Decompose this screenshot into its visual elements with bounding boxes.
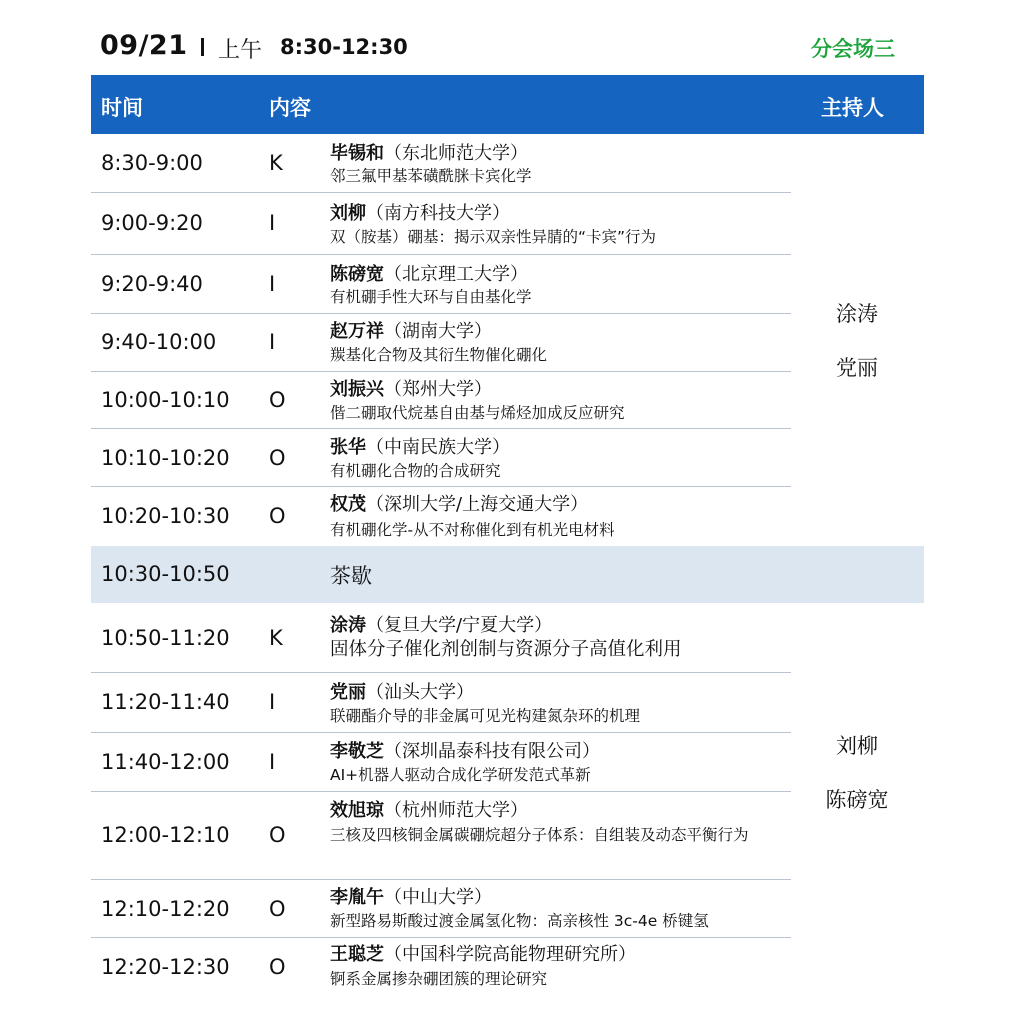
table-row [91,880,791,938]
type-cell: I [269,330,276,354]
type-cell: O [269,388,286,412]
speaker-affiliation: （中山大学） [384,887,492,908]
talk-topic: 固体分子催化剂创制与资源分子高值化利用 [330,639,682,660]
type-cell: I [269,690,276,714]
time-cell: 11:20-11:40 [101,690,230,714]
table-row [91,603,791,673]
type-cell: I [269,272,276,296]
speaker-line [330,611,552,637]
column-header-content: 内容 [269,96,311,120]
speaker-name: 刘柳 [330,203,366,224]
schedule-header [0,0,1011,75]
table-row [91,134,791,193]
speaker-name: 张华 [330,437,366,458]
host-name: 党丽 [836,356,878,380]
talk-topic: 锕系金属掺杂硼团簇的理论研究 [330,970,548,988]
table-row [91,487,791,546]
talk-topic: 有机硼化合物的合成研究 [330,462,501,480]
type-cell: I [269,211,276,235]
table-row [91,372,791,429]
speaker-affiliation: （北京理工大学） [384,264,528,285]
speaker-line [330,737,600,763]
speaker-line [330,796,528,822]
type-cell: O [269,955,286,979]
speaker-affiliation: （中国科学院高能物理研究所） [384,944,636,965]
time-cell: 10:20-10:30 [101,504,230,528]
time-cell: 12:10-12:20 [101,897,230,921]
time-range-label: 8:30-12:30 [280,35,408,59]
talk-topic: 邻三氟甲基苯磺酰脒卡宾化学 [330,167,532,185]
speaker-affiliation: （深圳大学/上海交通大学） [366,494,589,515]
type-cell: K [269,151,283,175]
time-cell: 10:30-10:50 [101,562,230,586]
speaker-line [330,199,510,225]
table-row [91,938,791,996]
time-cell: 10:00-10:10 [101,388,230,412]
speaker-line [330,260,528,286]
speaker-name: 刘振兴 [330,379,384,400]
time-cell: 10:10-10:20 [101,446,230,470]
date-label: 09/21 [100,30,188,61]
talk-topic: 双（胺基）硼基：揭示双亲性异腈的“卡宾”行为 [330,228,657,246]
time-cell: 11:40-12:00 [101,750,230,774]
talk-topic: 有机硼手性大环与自由基化学 [330,288,532,306]
break-label: 茶歇 [330,564,372,588]
venue-label: 分会场三 [811,37,895,61]
speaker-line [330,678,474,704]
table-header [91,75,924,134]
type-cell: I [269,750,276,774]
type-cell: O [269,504,286,528]
table-row [91,673,791,733]
speaker-line [330,433,510,459]
speaker-name: 王聪芝 [330,944,384,965]
type-cell: O [269,446,286,470]
host-name: 刘柳 [836,734,878,758]
type-cell: O [269,897,286,921]
talk-topic: 羰基化合物及其衍生物催化硼化 [330,346,548,364]
table-row [91,792,791,880]
speaker-line [330,490,588,516]
type-cell: K [269,626,283,650]
speaker-affiliation: （南方科技大学） [366,203,510,224]
speaker-affiliation: （湖南大学） [384,321,492,342]
talk-topic: 三核及四核铜金属碳硼烷超分子体系：自组装及动态平衡行为 [330,826,749,844]
speaker-affiliation: （深圳晶泰科技有限公司） [384,741,600,762]
talk-topic: 有机硼化学-从不对称催化到有机光电材料 [330,521,615,539]
speaker-name: 涂涛 [330,615,366,636]
speaker-affiliation: （汕头大学） [366,682,474,703]
talk-topic: 偕二硼取代烷基自由基与烯烃加成反应研究 [330,404,625,422]
speaker-name: 权茂 [330,494,366,515]
speaker-name: 李敬芝 [330,741,384,762]
table-row [91,429,791,487]
speaker-name: 陈磅宽 [330,264,384,285]
time-cell: 9:00-9:20 [101,211,203,235]
talk-topic: 联硼酯介导的非金属可见光构建氮杂环的机理 [330,707,641,725]
speaker-line [330,940,636,966]
table-row [91,733,791,792]
table-row [91,314,791,372]
host-name: 涂涛 [836,302,878,326]
talk-topic: 新型路易斯酸过渡金属氢化物：高亲核性 3c-4e 桥键氢 [330,912,709,930]
tea-break-row [91,546,924,603]
speaker-name: 党丽 [330,682,366,703]
speaker-name: 效旭琼 [330,800,384,821]
talk-topic: AI+机器人驱动合成化学研发范式革新 [330,766,591,784]
speaker-line [330,375,492,401]
speaker-name: 赵万祥 [330,321,384,342]
speaker-line [330,883,492,909]
speaker-affiliation: （杭州师范大学） [384,800,528,821]
column-header-time: 时间 [101,96,143,120]
speaker-line [330,317,492,343]
speaker-affiliation: （东北师范大学） [384,143,528,164]
time-cell: 12:00-12:10 [101,823,230,847]
time-cell: 9:20-9:40 [101,272,203,296]
time-cell: 8:30-9:00 [101,151,203,175]
type-cell: O [269,823,286,847]
speaker-affiliation: （中南民族大学） [366,437,510,458]
table-row [91,193,791,255]
speaker-affiliation: （郑州大学） [384,379,492,400]
speaker-name: 毕锡和 [330,143,384,164]
time-cell: 9:40-10:00 [101,330,217,354]
table-row [91,255,791,314]
separator-bar [201,38,204,56]
speaker-name: 李胤午 [330,887,384,908]
time-cell: 12:20-12:30 [101,955,230,979]
host-name: 陈磅宽 [825,788,889,812]
speaker-affiliation: （复旦大学/宁夏大学） [366,615,553,636]
column-header-host: 主持人 [821,96,884,120]
period-label: 上午 [218,38,263,63]
time-cell: 10:50-11:20 [101,626,230,650]
speaker-line [330,139,528,165]
